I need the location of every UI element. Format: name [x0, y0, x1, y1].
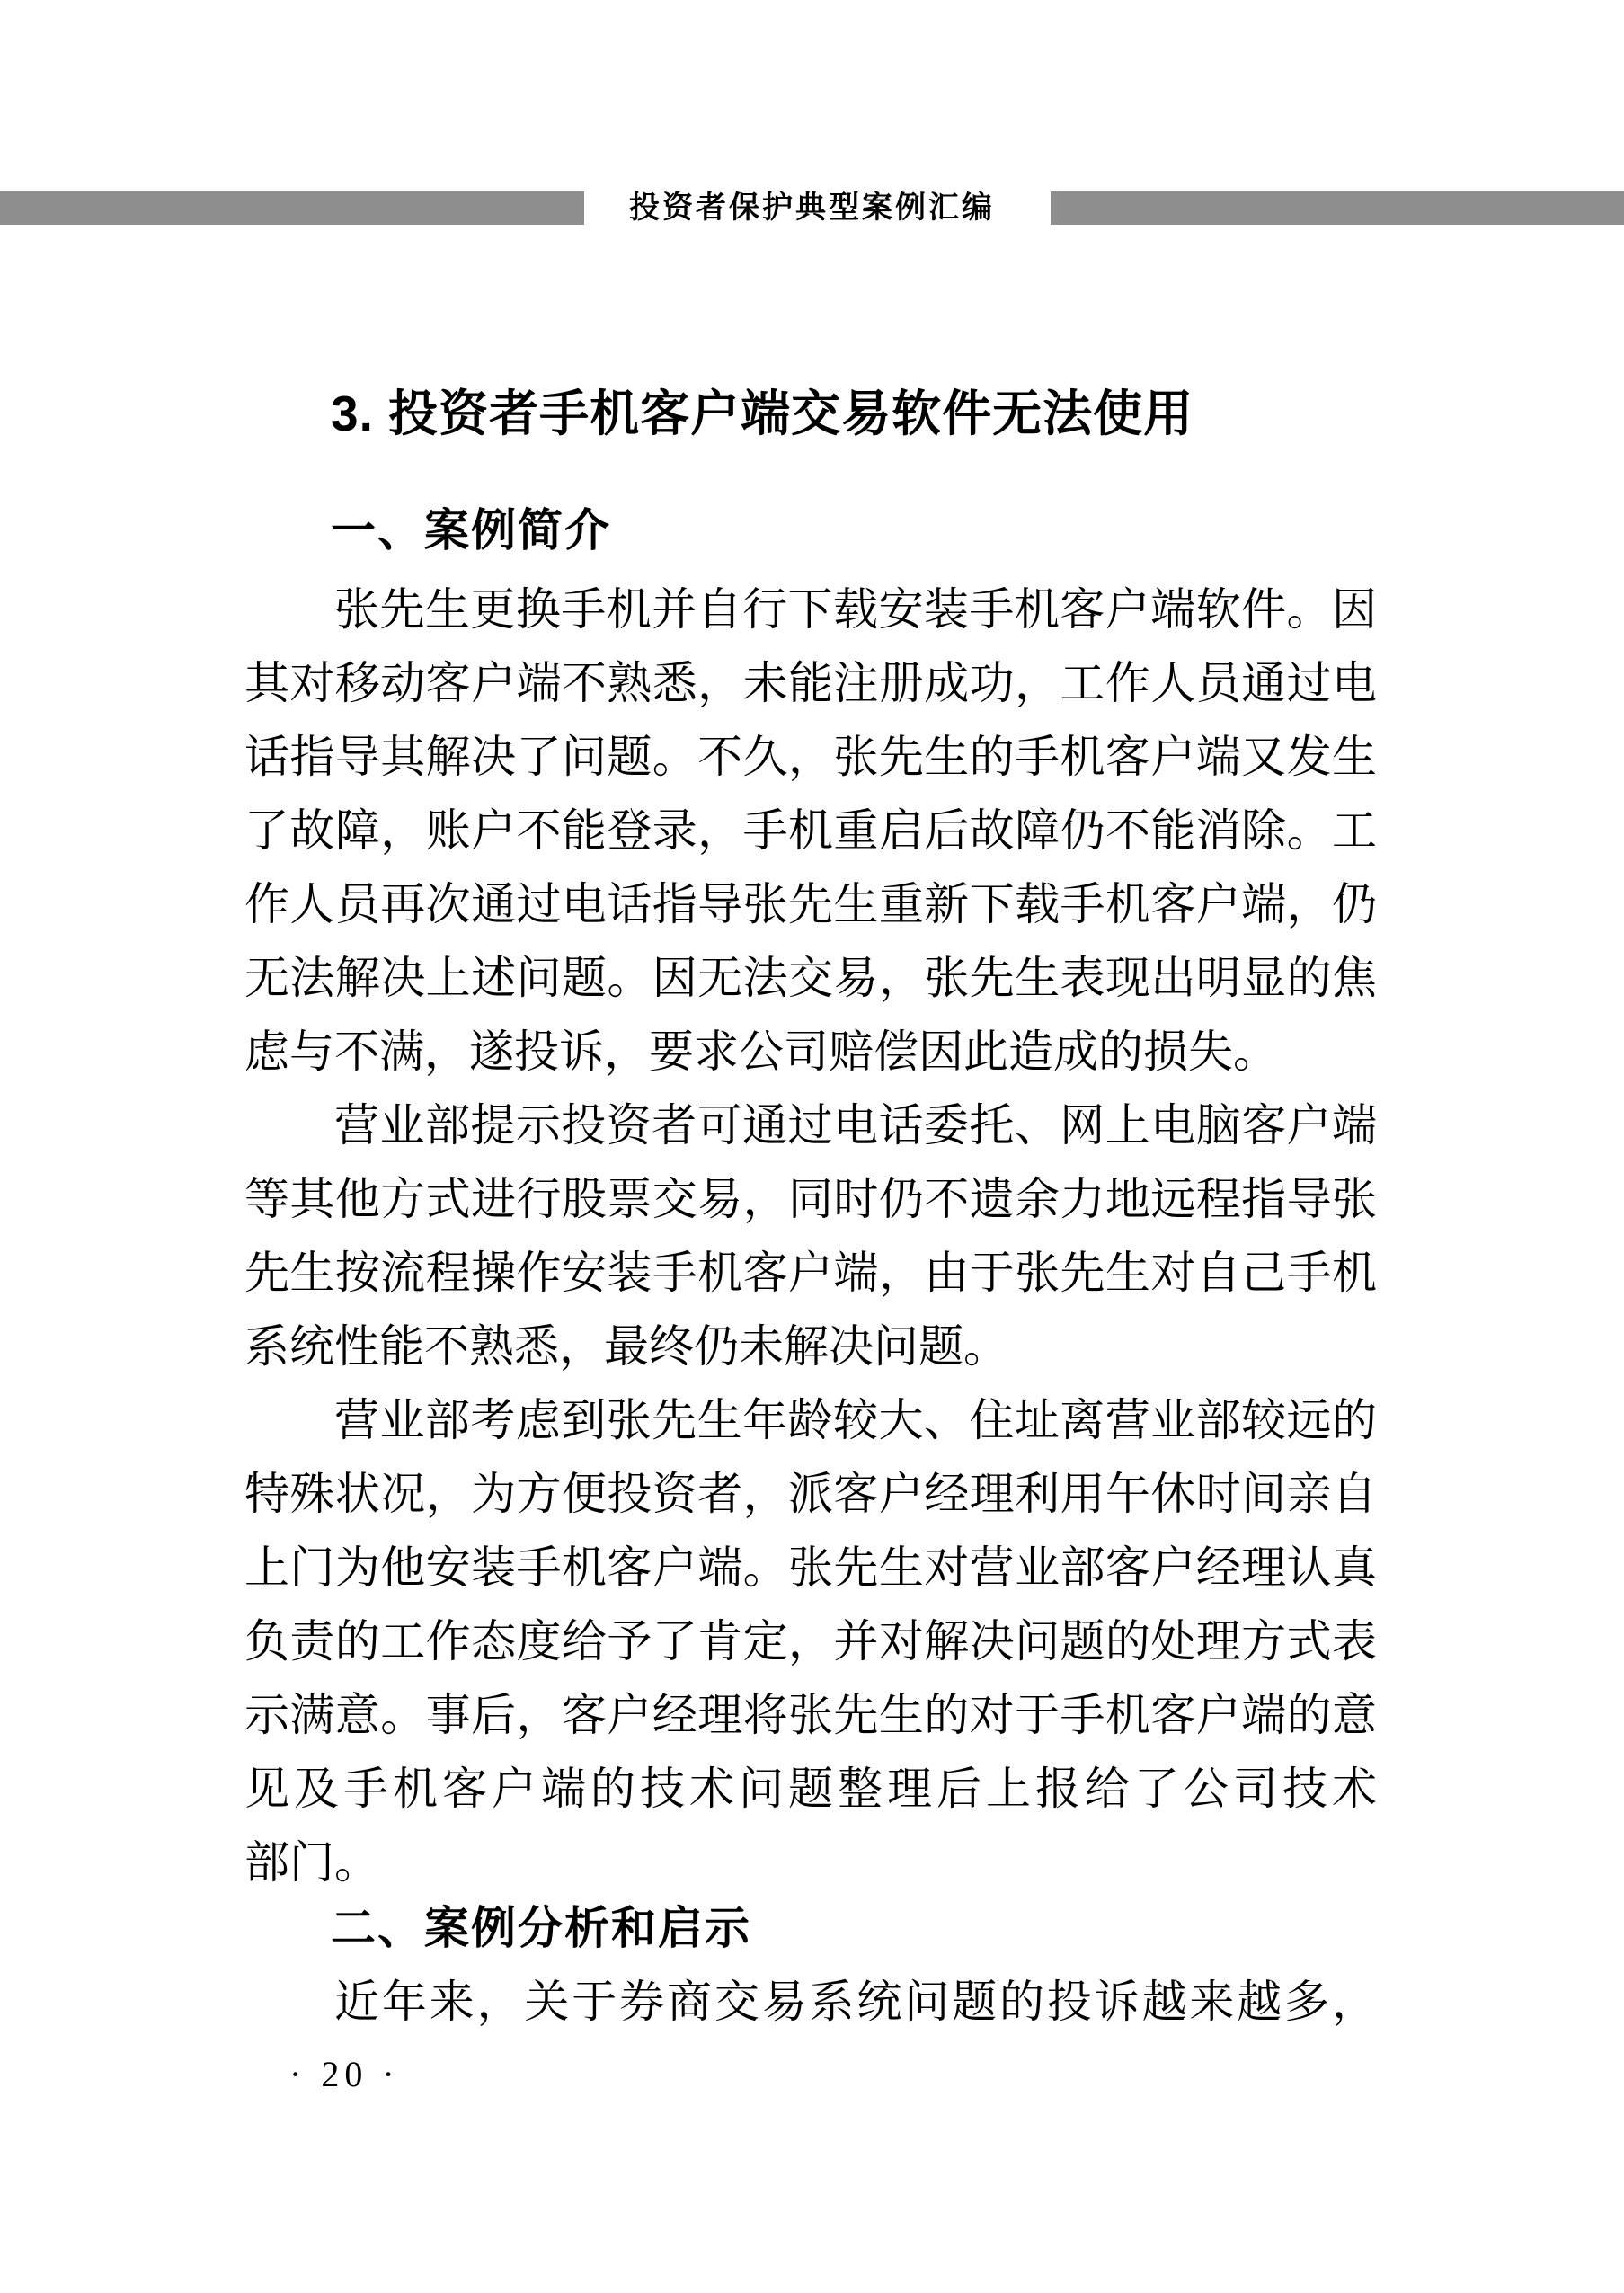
body-line: 示满意。事后，客户经理将张先生的对于手机客户端的意: [244, 1690, 1377, 1740]
body-line: 无法解决上述问题。因无法交易，张先生表现出明显的焦: [244, 953, 1377, 1003]
section-1-heading: 一、案例简介: [331, 505, 611, 555]
body-line: 部门。: [244, 1837, 379, 1888]
body-line: 特殊状况，为方便投资者，派客户经理利用午休时间亲自: [244, 1469, 1377, 1519]
page-number: · 20 ·: [289, 2054, 400, 2094]
body-line: 近年来，关于券商交易系统问题的投诉越来越多，: [334, 1977, 1377, 2027]
section-1-body: [244, 573, 1377, 1899]
body-line: 营业部考虑到张先生年龄较大、住址离营业部较远的: [334, 1395, 1377, 1445]
body-line: 作人员再次通过电话指导张先生重新下载手机客户端，仍: [244, 879, 1377, 929]
body-line: 话指导其解决了问题。不久，张先生的手机客户端又发生: [244, 732, 1377, 782]
body-line: 见及手机客户端的技术问题整理后上报给了公司技术: [244, 1764, 1377, 1814]
section-2-heading: 二、案例分析和启示: [331, 1903, 751, 1953]
body-line: 张先生更换手机并自行下载安装手机客户端软件。因: [334, 584, 1377, 635]
body-line: 其对移动客户端不熟悉，未能注册成功，工作人员通过电: [244, 658, 1377, 708]
running-header-title: 投资者保护典型案例汇编: [629, 191, 995, 225]
section-2-body: [244, 1965, 1377, 2039]
article-title: 3. 投资者手机客户端交易软件无法使用: [331, 386, 1194, 441]
body-line: 虑与不满，遂投诉，要求公司赔偿因此造成的损失。: [244, 1027, 1278, 1077]
body-line: 先生按流程操作安装手机客户端，由于张先生对自己手机: [244, 1248, 1377, 1298]
body-line: 等其他方式进行股票交易，同时仍不遗余力地远程指导张: [244, 1174, 1377, 1224]
body-line: 负责的工作态度给予了肯定，并对解决问题的处理方式表: [244, 1616, 1377, 1666]
body-line: 了故障，账户不能登录，手机重启后故障仍不能消除。工: [244, 805, 1377, 856]
body-line: 上门为他安装手机客户端。张先生对营业部客户经理认真: [244, 1542, 1377, 1593]
body-line: 营业部提示投资者可通过电话委托、网上电脑客户端: [334, 1100, 1377, 1151]
body-line: 系统性能不熟悉，最终仍未解决问题。: [244, 1321, 1008, 1372]
